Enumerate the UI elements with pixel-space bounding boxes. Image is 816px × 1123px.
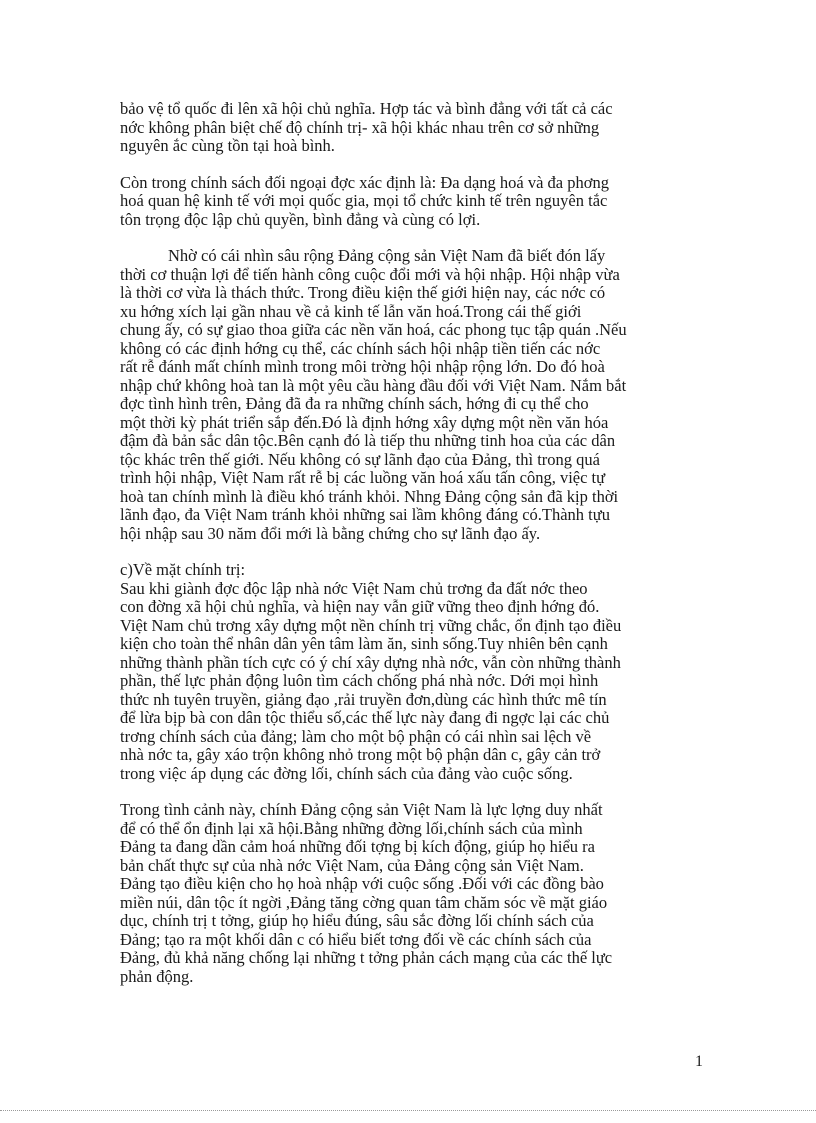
- paragraph-party-role: Trong tình cảnh này, chính Đảng cộng sản Việt Nam là lực lợng duy nhất để có thể ổn định lại xã hội.Bằng những đờng lối,chính sách của mình Đảng ta đang dần cảm hoá những đối tợng bị kích động, giúp họ hiểu ra bản chất thực sự của nhà nớc Việt Nam, của Đảng cộng sản Việt Nam. Đảng tạo điều kiện cho họ hoà nhập với cuộc sống .Đối với các đồng bào miền núi, dân tộc ít ngời ,Đảng tăng cờng quan tâm chăm sóc về mặt giáo dục, chính trị t tởng, giúp họ hiểu đúng, sâu sắc đờng lối chính sách của Đảng; tạo ra một khối dân c có hiểu biết tơng đối về các chính sách của Đảng, đủ khả năng chống lại những t tởng phản cách mạng của các thế lực phản động.: [120, 800, 613, 986]
- paragraph-party-goals: bảo vệ tổ quốc đi lên xã hội chủ nghĩa. Hợp tác và bình đẳng với tất cả các nớc không phân biệt chế độ chính trị- xã hội khác nhau trên cơ sở những nguyên ắc cùng tồn tại hoà bình.: [120, 99, 613, 155]
- document-body: [120, 100, 712, 986]
- page-bottom-divider: [0, 1110, 816, 1111]
- paragraph-foreign-policy: Còn trong chính sách đối ngoại đợc xác định là: Đa dạng hoá và đa phơng hoá quan hệ kinh tế với mọi quốc gia, mọi tổ chức kinh tế trên nguyên tắc tôn trọng độc lập chủ quyền, bình đẳng và cùng có lợi.: [120, 172, 609, 229]
- paragraph-political-aspect: c)Về mặt chính trị: Sau khi giành đợc độc lập nhà nớc Việt Nam chủ trơng đa đất nớc theo con đờng xã hội chủ nghĩa, và hiện nay vẫn giữ vững theo định hớng đó. Việt Nam chủ trơng xây dựng một nền chính trị vững chắc, ổn định tạo điều kiện cho toàn thể nhân dân yên tâm làm ăn, sinh sống.Tuy nhiên bên cạnh những thành phần tích cực có ý chí xây dựng nhà nớc, vẫn còn những thành phần, thế lực phản động luôn tìm cách chống phá nhà nớc. Dới mọi hình thức nh tuyên truyền, giảng đạo ,rải truyền đơn,dùng các hình thức mê tín để lừa bịp bà con dân tộc thiểu số,các thế lực này đang đi ngợc lại các chủ trơng chính sách của đảng; làm cho một bộ phận có cái nhìn sai lệch về nhà nớc ta, gây xáo trộn không nhỏ trong một bộ phận dân c, gây cản trở trong việc áp dụng các đờng lối, chính sách của đảng vào cuộc sống.: [120, 560, 622, 783]
- paragraph-integration: Nhờ có cái nhìn sâu rộng Đảng cộng sản Việt Nam đã biết đón lấy thời cơ thuận lợi để tiến hành công cuộc đổi mới và hội nhập. Hội nhập vừa là thời cơ vừa là thách thức. Trong điều kiện thế giới hiện nay, các nớc có xu hớng xích lại gần nhau về cả kinh tế lẫn văn hoá.Trong cái thế giới chung ấy, có sự giao thoa giữa các nền văn hoá, các phong tục tập quán .Nếu không có các định hớng cụ thể, các chính sách hội nhập tiền tiến các nớc rất rễ đánh mất chính mình trong môi trờng hội nhập rộng lớn. Do đó hoà nhập chứ không hoà tan là một yêu cầu hàng đầu đối với Việt Nam. Nắm bắt đợc tình hình trên, Đảng đã đa ra những chính sách, hớng đi cụ thể cho một thời kỳ phát triển sắp đến.Đó là định hớng xây dựng một nền văn hóa đậm đà bản sắc dân tộc.Bên cạnh đó là tiếp thu những tinh hoa của các dân tộc khác trên thế giới. Nếu không có sự lãnh đạo của Đảng, thì trong quá trình hội nhập, Việt Nam rất rễ bị các luồng văn hoá xấu tấn công, việc tự hoà tan chính mình là điều khó tránh khỏi. Nhng Đảng cộng sản đã kịp thời lãnh đạo, đa Việt Nam tránh khỏi những sai lầm không đáng có.Thành tựu hội nhập sau 30 năm đổi mới là bằng chứng cho sự lãnh đạo ấy.: [120, 246, 627, 543]
- page-number: 1: [695, 1053, 703, 1070]
